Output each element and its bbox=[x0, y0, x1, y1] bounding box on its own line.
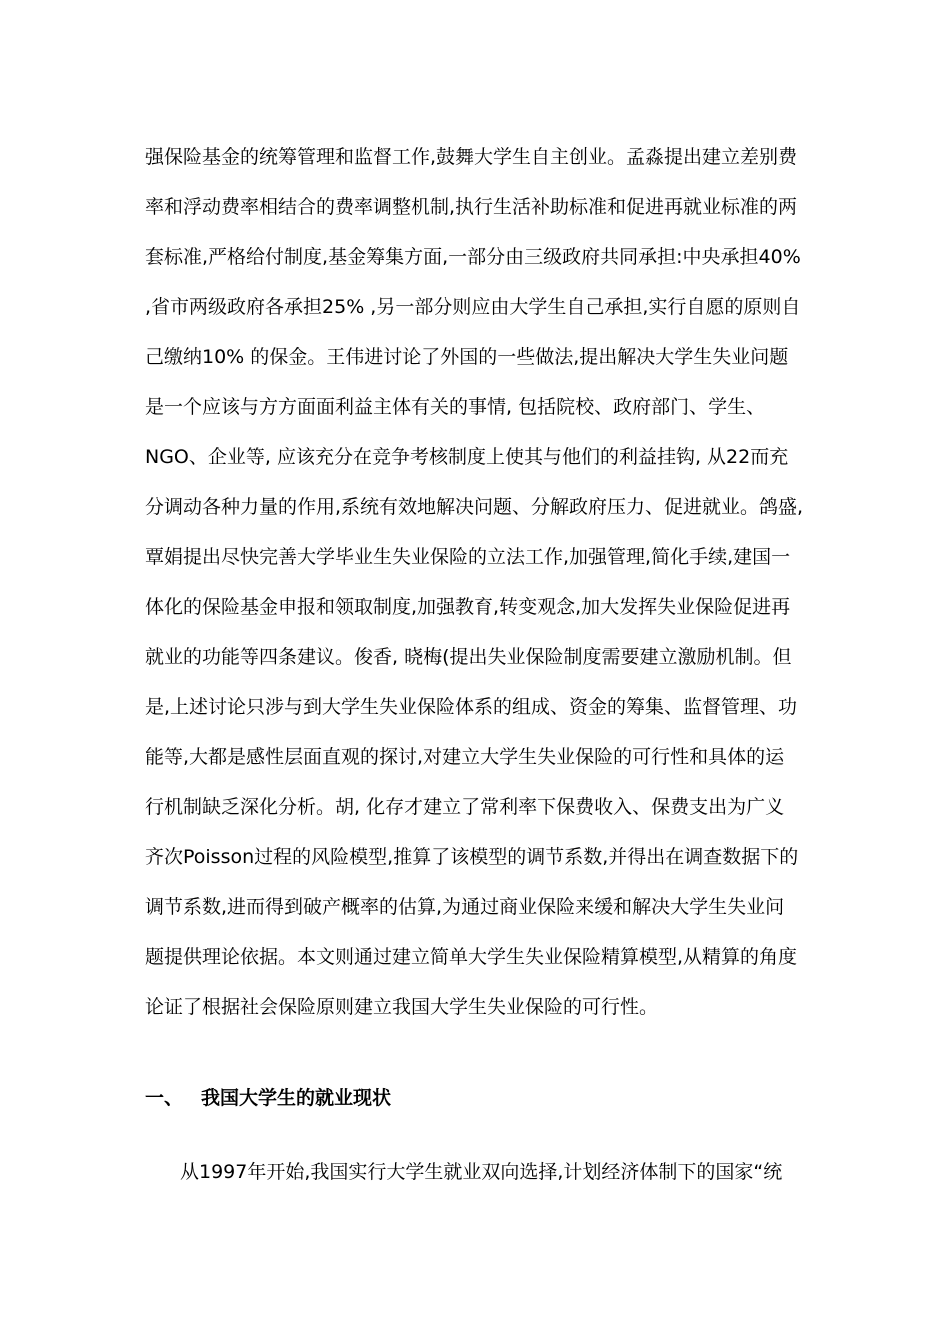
section-heading bbox=[145, 1080, 391, 1116]
paragraph-line: 覃娟提出尽快完善大学毕业生失业保险的立法工作,加强管理,简化手续,建国一 bbox=[145, 546, 791, 568]
paragraph-line: 强保险基金的统筹管理和监督工作,鼓舞大学生自主创业。孟淼提出建立差别费 bbox=[145, 146, 798, 168]
paragraph-line: 调节系数,进而得到破产概率的估算,为通过商业保险来缓和解决大学生失业问 bbox=[145, 896, 785, 918]
paragraph-line: 是一个应该与方方面面利益主体有关的事情, 包括院校、政府部门、学生、 bbox=[145, 396, 766, 418]
paragraph-line: 是,上述讨论只涉与到大学生失业保险体系的组成、资金的筹集、监督管理、功 bbox=[145, 696, 798, 718]
paragraph-line: 论证了根据社会保险原则建立我国大学生失业保险的可行性。 bbox=[145, 996, 659, 1018]
paragraph-line: NGO、企业等, 应该充分在竞争考核制度上使其与他们的利益挂钩, 从22而充 bbox=[145, 446, 789, 468]
section-number: 一、 bbox=[145, 1087, 184, 1109]
paragraph-line: 体化的保险基金申报和领取制度,加强教育,转变观念,加大发挥失业保险促进再 bbox=[145, 596, 791, 618]
section-title: 我国大学生的就业现状 bbox=[201, 1087, 392, 1109]
paragraph-line: 能等,大都是感性层面直观的探讨,对建立大学生失业保险的可行性和具体的运 bbox=[145, 746, 785, 768]
paragraph-line: 齐次Poisson过程的风险模型,推算了该模型的调节系数,并得出在调查数据下的 bbox=[145, 846, 799, 868]
paragraph-line: 就业的功能等四条建议。俊香, 晓梅(提出失业保险制度需要建立激励机制。但 bbox=[145, 646, 792, 668]
body-paragraph bbox=[145, 132, 825, 1032]
paragraph-line: 套标准,严格给付制度,基金筹集方面,一部分由三级政府共同承担:中央承担40% bbox=[145, 246, 801, 268]
paragraph-line: 率和浮动费率相结合的费率调整机制,执行生活补助标准和促进再就业标准的两 bbox=[145, 196, 798, 218]
section-first-line: 从1997年开始,我国实行大学生就业双向选择,计划经济体制下的国家“统 bbox=[180, 1161, 783, 1183]
paragraph-line: 分调动各种力量的作用,系统有效地解决问题、分解政府压力、促进就业。鸽盛, bbox=[145, 496, 804, 518]
paragraph-line: ,省市两级政府各承担25% ,另一部分则应由大学生自己承担,实行自愿的原则自 bbox=[145, 296, 801, 318]
paragraph-line: 己缴纳10% 的保金。王伟进讨论了外国的一些做法,提出解决大学生失业问题 bbox=[145, 346, 789, 368]
paragraph-line: 题提供理论依据。本文则通过建立简单大学生失业保险精算模型,从精算的角度 bbox=[145, 946, 798, 968]
paragraph-line: 行机制缺乏深化分析。胡, 化存才建立了常利率下保费收入、保费支出为广义 bbox=[145, 796, 785, 818]
